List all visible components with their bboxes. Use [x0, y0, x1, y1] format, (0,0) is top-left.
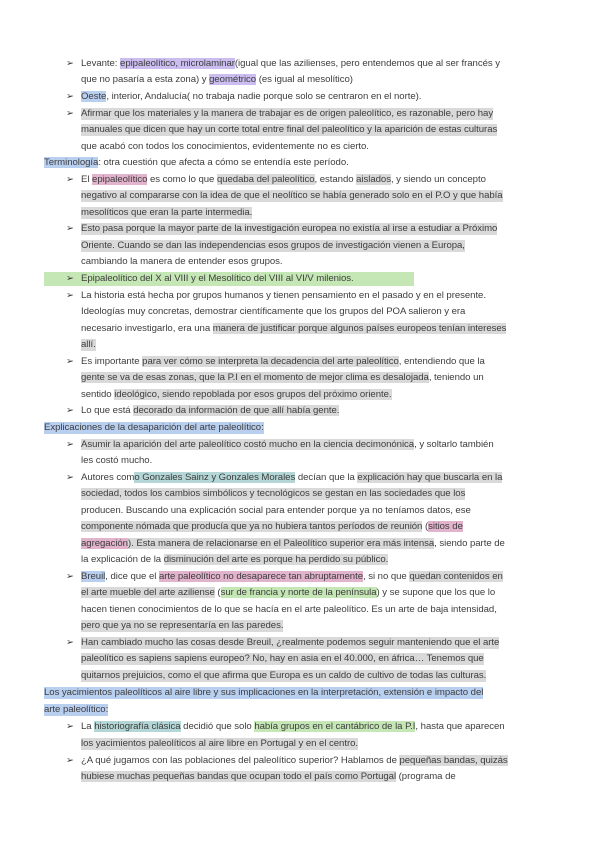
text-line: allí.: [81, 339, 96, 350]
text-line: producen. Buscando una explicación social para entender porque ya no teníamos datos, ese: [81, 505, 471, 516]
text-line: que acabó con todos los conocimientos, evidentemente no es cierto.: [81, 141, 369, 152]
highlight-blue: Oeste: [81, 91, 107, 102]
highlight-violet: geométrico: [209, 74, 257, 85]
text-line: El epipaleolítico es como lo que quedaba del paleolítico, estando aislados, y siendo un concepto: [81, 174, 486, 185]
bullet-arrow: ➢: [66, 721, 74, 732]
text-line: la explicación de la disminución del arte es porque ha perdido su público.: [81, 554, 389, 565]
highlight-green: sur de francia y norte de la península: [220, 587, 377, 598]
text-line: los yacimientos paleolíticos al aire libre en Portugal y en el centro.: [81, 738, 358, 749]
bullet-arrow: ➢: [66, 174, 74, 185]
bullet-arrow: ➢: [66, 273, 74, 284]
bullet-arrow: ➢: [66, 91, 74, 102]
text-line: Lo que está decorado da información de que allí había gente.: [81, 405, 340, 416]
text-line: negativo al compararse con la idea de que el neolítico se había generado solo en el P.O y que había: [81, 190, 503, 201]
text-line: Levante: epipaleolítico, microlaminar(igual que las azilienses, pero entendemos que al ser francés y: [81, 58, 500, 69]
text-line: manuales que dicen que hay un corte total entre final del paleolítico y la aparición de estas culturas: [81, 124, 498, 135]
highlight-violet: epipaleolítico, microlaminar: [120, 58, 235, 69]
text-line: Epipaleolítico del X al VIII y el Mesolítico del VIII al VI/V milenios.: [81, 273, 354, 284]
bullet-arrow: ➢: [66, 637, 74, 648]
text-line: paleolítico es sapiens sapiens europeo? No, hay en asia en el 40.000, en áfrica… Tenemos que: [81, 653, 484, 664]
bullet-arrow: ➢: [66, 223, 74, 234]
section-heading: Los yacimientos paleolíticos al aire libre y sus implicaciones en la interpretación, extensión e impacto del: [44, 687, 484, 698]
text-line: hubiese muchas pequeñas bandas que ocupan todo el país como Portugal (programa de: [81, 771, 456, 782]
text-line: les costó mucho.: [81, 455, 153, 466]
bullet-arrow: ➢: [66, 405, 74, 416]
text-line: el arte mueble del arte aziliense (sur de francia y norte de la península) y se supone que los que lo: [81, 587, 496, 598]
text-line: Autores como Gonzales Sainz y Gonzales Morales decían que la explicación hay que buscarla en la: [81, 472, 503, 483]
text-line: que no pasaría a esta zona) y geométrico (es igual al mesolítico): [81, 74, 353, 85]
highlight-pink: epipaleolítico: [92, 174, 148, 185]
highlight-pink: agregación: [81, 538, 128, 549]
highlight-teal: o Gonzales Sainz y Gonzales Morales: [134, 472, 296, 483]
highlight-green: había grupos en el cantábrico de la P.I: [254, 721, 416, 732]
text-line: Afirmar que los materiales y la manera de trabajar es de origen paleolítico, es razonable, pero hay: [81, 108, 494, 119]
highlight-pink: sitios de: [428, 521, 463, 532]
text-line: Ideologías muy concretas, demostrar científicamente que los grupos del POA salieron y era: [81, 306, 466, 317]
highlight-teal: historiografía clásica: [94, 721, 181, 732]
bullet-arrow: ➢: [66, 108, 74, 119]
text-line: sociedad, todos los cambios simbólicos y tecnológicos se gestan en las sociedades que los: [81, 488, 466, 499]
text-line: La historiografía clásica decidió que solo había grupos en el cantábrico de la P.I, hasta que aparecen: [81, 721, 505, 732]
text-line: Oeste, interior, Andalucía( no trabaja nadie porque solo se centraron en el norte).: [81, 91, 422, 102]
text-line: Han cambiado mucho las cosas desde Breuil, ¿realmente podemos seguir manteniendo que el arte: [81, 637, 500, 648]
bullet-arrow: ➢: [66, 58, 74, 69]
section-heading: Terminología: otra cuestión que afecta a cómo se entendía este período.: [44, 157, 349, 168]
section-heading: Explicaciones de la desaparición del arte paleolítico:: [44, 422, 264, 433]
bullet-arrow: ➢: [66, 439, 74, 450]
text-line: Breuil, dice que el arte paleolítico no desaparece tan abruptamente, si no que quedan contenidos en: [81, 571, 503, 582]
bullet-arrow: ➢: [66, 290, 74, 301]
text-line: hacen tienen conocimientos de lo que se hacía en el arte paleolítico. Es un arte de baja intensidad,: [81, 604, 497, 615]
highlight-pink: arte paleolítico no desaparece tan abruptamente: [158, 571, 363, 582]
highlight-blue: Breuil: [81, 571, 106, 582]
text-line: Es importante para ver cómo se interpreta la decadencia del arte paleolítico, entendiendo que la: [81, 356, 485, 367]
text-line: La historia está hecha por grupos humanos y tienen pensamiento en el pasado y en el presente.: [81, 290, 486, 301]
bullet-arrow: ➢: [66, 571, 74, 582]
text-line: Esto pasa porque la mayor parte de la investigación europea no existía al irse a estudiar a Próximo: [81, 223, 498, 234]
text-line: agregación). Esta manera de relacionarse en el Paleolítico superior era más intensa, siendo parte de: [81, 538, 505, 549]
bullet-arrow: ➢: [66, 356, 74, 367]
text-line: sentido ideológico, siendo repoblada por esos grupos del próximo oriente.: [81, 389, 392, 400]
text-line: ¿A qué jugamos con las poblaciones del paleolítico superior? Hablamos de pequeñas bandas, quizás: [81, 755, 508, 766]
text-line: mesolíticos que eran la parte intermedia.: [81, 207, 253, 218]
text-line: quitarnos prejuicios, como el que afirma que Europa es un caldo de cultivo de todas las culturas.: [81, 670, 487, 681]
text-line: Oriente. Cuando se dan las independencias esos grupos de investigación vienen a Europa,: [81, 240, 465, 251]
text-line: pero que ya no se representaría en las paredes.: [81, 620, 284, 631]
text-line: componente nómada que producía que ya no hubiera tantos períodos de reunión (sitios de: [81, 521, 463, 532]
section-heading: arte paleolítico:: [44, 704, 109, 715]
text-line: necesario investigarlo, era una manera de justificar porque algunos países europeos tenían intereses: [81, 323, 507, 334]
bullet-arrow: ➢: [66, 755, 74, 766]
text-line: cambiando la manera de entender esos grupos.: [81, 256, 283, 267]
text-line: Asumir la aparición del arte paleolítico costó mucho en la ciencia decimonónica, y soltarlo también: [81, 439, 494, 450]
bullet-arrow: ➢: [66, 472, 74, 483]
text-line: gente se va de esas zonas, que la P.I en el momento de mejor clima es desalojada, teniendo un: [81, 372, 484, 383]
